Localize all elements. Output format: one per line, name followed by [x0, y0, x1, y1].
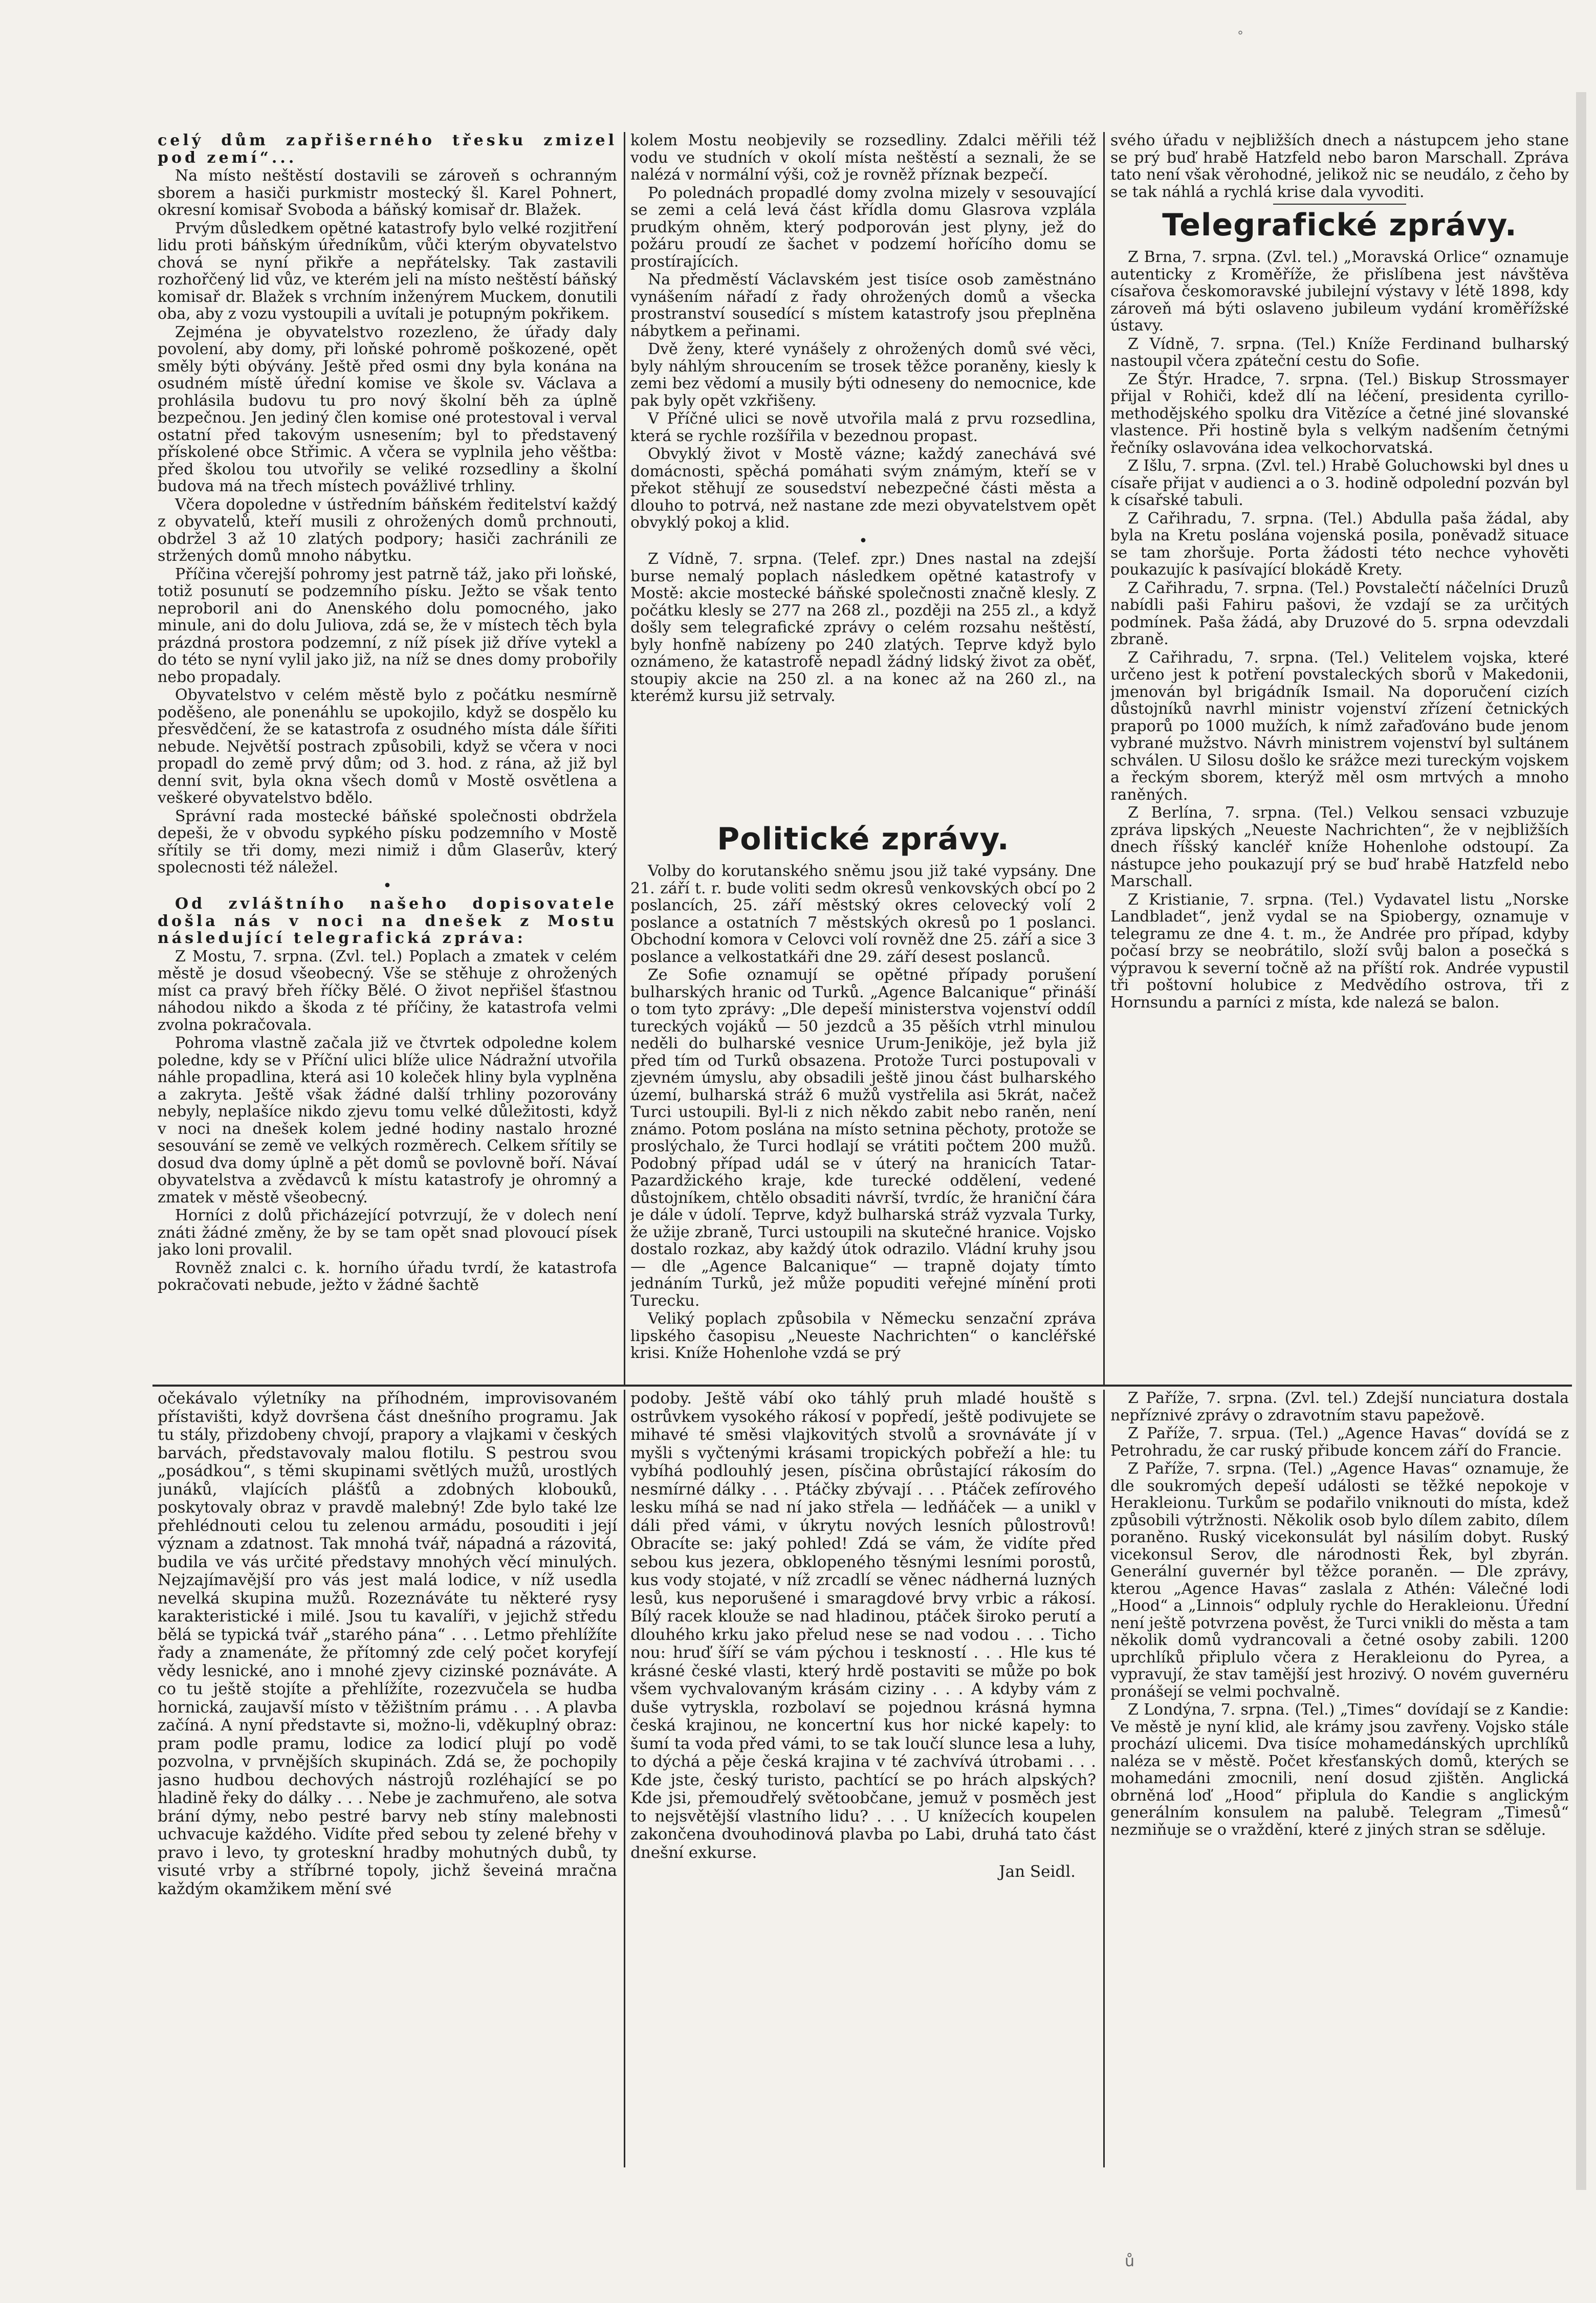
paragraph: očekávalo výletníky na příhodném, improvisovaném přístavišti, když dovršena část dnešního programu. Jak tu stály, přizdobeny chvojí, prapory a vlajkami v českých barvách, představovaly malou flotilu. S pestrou svou „posádkou“, s těmi skupinami světlých mužů, urostlých junáků, vlajících plášťů a zdobných klobouků, poskytovaly obraz v pravdě malebný! Zde bylo také lze přehlédnouti celou tu zelenou armádu, posouditi i její význam a zdatnost. Tak mnohá tvář, nápadná a rázovitá, budila ve vás určité představy mnohých věcí minulých. Nejzajímavější pro vás jest malá lodice, v níž usedla nevelká skupina mužů. Rozeznáváte tu některé rysy karakteristické i milé. Jsou tu kavalíři, v jejichž středu bělá se typická tvář „starého pána“ . . . Letmo přehlížíte řady a znamenáte, že přítomný zde celý počet koryfejí vědy lesnické, ano i mnohé zjevy cizinské poznáváte. A co tu ještě stojíte a přehlížíte, rozezvučela se hudba hornická, zaujavší místo v těžištním prámu . . . A plavba začíná. A nyní představte si, možno-li, vděkuplný obraz: pram podle pramu, lodice za lodicí plují po vodě pozvolna, v prvnějších skupinách. Zdá se, že pochopily jasno hudbou dechových nástrojů rozléhající se po hladině řeky do dálky . . . Nebe je zachmuřeno, ale sotva brání dýmy, nebo pestré barvy neb stíny malebnosti uchvacuje každého. Vidíte před sebou ty zelené břehy v pravo i levo, ty groteskní hradby mohutných dubů, ty visuté vrby a stříbrné topoly, jichž ševeiná mračna každým okamžikem mění své [158, 1390, 617, 1898]
separator-dot: • [383, 876, 392, 895]
paragraph: Z Cařihradu, 7. srpna. (Tel.) Velitelem vojska, které určeno jest k potření povstaleckých sborů v Makedonii, jmenován byl brigádník Ismail. Na doporučení cizích důstojníků navrhl ministr vojenství zřízení četnických praporů po 1000 mužích, k nímž zařaďováno bude jenom vybrané mužstvo. Návrh ministrem vojenství byl sultánem schválen. U Silosu došlo ke srážce mezi tureckým vojskem a řeckým sborem, kterýž měl osm mrtvých a mnoho raněných. [1110, 648, 1569, 804]
short-rule [1273, 204, 1406, 205]
paragraph: Z Berlína, 7. srpna. (Tel.) Velkou sensaci vzbuzuje zpráva lipských „Neueste Nachrichten“, že v nejbližších dnech říšský kancléř kníže Hohenlohe odstoupí. Za nástupce jeho poukazují prý se buď hrabě Hatzfeld nebo Marschall. [1110, 804, 1569, 890]
paragraph: Z Paříže, 7. srpna. (Zvl. tel.) Zdejší nunciatura dostala nepříznivé zprávy o zdravotním stavu papežově. [1110, 1390, 1569, 1424]
paragraph: Od zvláštního našeho dopisovatele došla nás v noci na dnešek z Mostu následující telegrafická zpráva: [158, 895, 617, 947]
separator-dot: • [859, 532, 868, 550]
paragraph: Příčina včerejší pohromy jest patrně táž, jako při loňské, totiž posunutí se podzemního písku. Ježto se však tento neproboril ani do Anenského dolu pomocného, jako minule, ani do dolu Juliova, zdá se, že v místech těch byla prázdná prostora podzemní, z níž písek již dříve vytekl a do této se nyní vylil jako již, na níž se dnes domy probořily nebo propadaly. [158, 565, 617, 686]
paragraph: Z Londýna, 7. srpna. (Tel.) „Times“ dovídají se z Kandie: Ve městě je nyní klid, ale krámy jsou zavřeny. Vojsko stále prochází ulicemi. Dva tisíce mohamedánských uprchlíků naléza se v městě. Počet křesťanských domů, kterých se mohamedáni zmocnili, není dosud zjištěn. Anglická obrněná loď „Hood“ připlula do Kandie s anglickým generálním konsulem na palubě. Telegram „Timesů“ nezmiňuje se o vraždění, které z jiných stran se sděluje. [1110, 1701, 1569, 1839]
paragraph: Obvyklý život v Mostě vázne; každý zanechává své domácnosti, spěchá pomáhati svým známým, kteří se v překot stěhují ze sousedství nebezpečné části města a dlouho to potrvá, než nastane zde mezi obyvatelstvem opět obvyklý pokoj a klid. [630, 445, 1096, 532]
paragraph: Z Mostu, 7. srpna. (Zvl. tel.) Poplach a zmatek v celém městě je dosud všeobecný. Vše se stěhuje z ohrožených míst ca pravý břeh říčky Bělé. O život nepřišel šťastnou náhodou nikdo a škoda z té příčiny, že katastrofa velmi zvolna pokračovala. [158, 947, 617, 1034]
paragraph: Na předměstí Václavském jest tisíce osob zaměstnáno vynášením nářadí z řady ohrožených domů a všecka prostranství sousedící s místem katastrofy jsou přeplněna nábytkem a peřinami. [630, 271, 1096, 340]
paragraph: Z Brna, 7. srpna. (Zvl. tel.) „Moravská Orlice“ oznamuje autenticky z Kroměříže, že přislíbena jest návštěva císařova českomoravské jubilejní výstavy v létě 1898, kdy zároveň má býti oslaveno jubileum vydání kroměřížské ústavy. [1110, 248, 1569, 335]
paragraph: Správní rada mostecké báňské společnosti obdržela depeši, že v obvodu sypkého písku podzemního v Mostě sřítily se tři domy, mezi nimiž i dům Glaserův, který spolecnosti též náležel. [158, 807, 617, 876]
paragraph: Ze Sofie oznamují se opětné případy porušení bulharských hranic od Turků. „Agence Balcanique“ přináší o tom tyto zprávy: „Dle depeší ministerstva vojenství oddíl tureckých vojáků — 50 jezdců a 35 pěších vtrhl minulou neděli do bulharské vesnice Urum-Jeniköje, jež byla již před tím od Turků obsazena. Protože Turci postupovali v zjevném úmyslu, aby obsadili ještě jinou část bulharského území, bulharská stráž 6 mužů vystřelila asi 5krát, načež Turci ustoupili. Byl-li z nich někdo zabit nebo raněn, není známo. Potom poslána na místo setnina pěchoty, protože se proslýchalo, že Turci hodlají se vrátiti počtem 200 mužů. Podobný případ udál se v úterý na hranicích Tatar-Pazardžického kraje, kde turecké oddělení, vedené důstojníkem, chtělo obsaditi návrší, tvrdíc, že hraniční čára je dále v údolí. Teprve, když bulharská stráž vyzvala Turky, že užije zbraně, Turci ustoupili na skutečné hranice. Vojsko dostalo rozkaz, aby každý útok odrazilo. Vládní kruhy jsou — dle „Agence Balcanique“ — trapně dojaty tímto jednáním Turků, jež může popuditi veřejné mínění proti Turecku. [630, 966, 1096, 1310]
feuilleton-column-2 [630, 1390, 1096, 2167]
column-rule [1103, 132, 1105, 1385]
paragraph: Z Paříže, 7. srpna. (Tel.) „Agence Havas“ oznamuje, že dle soukromých depeší události se těžké nepokoje v Herakleionu. Turkům se podařilo vniknouti do místa, kdež způsobili výtržnosti. Několik osob bylo dílem zabito, dílem poraněno. Ruský vicekonsulát byl násilím dobyt. Ruský vicekonsul Serov, dle národnosti Řek, byl zbyrán. Generální guvernér byl těžce poraněn. — Dle zprávy, kterou „Agence Havas“ zaslala z Athén: Válečné lodi „Hood“ a „Linnois“ odpluly rychle do Herakleionu. Úřední není ještě potvrzena pověst, že Turci vnikli do města a tam několik domů vydrancovali a četné osoby zabili. 1200 uprchlíků připlulo včera z Herakleionu do Pyrea, a vypravují, že stav tamější jest hrozivý. O novém guvernéru pronášejí se velmi pochvalně. [1110, 1460, 1569, 1701]
paragraph: Obyvatelstvo v celém městě bylo z počátku nesmírně poděšeno, ale ponenáhlu se upokojilo, když se dospělo ku přesvědčení, že se katastrofa z osudného místa dále šířiti nebude. Největší postrach způsobili, když se včera v noci propadl do země prvý dům; od 3. hod. z rána, až již byl denní svit, byla okna všech domů v Mostě osvětlena a veškeré obyvatelstvo bdělo. [158, 686, 617, 807]
column-rule [1103, 1390, 1105, 2167]
paragraph: Z Kristianie, 7. srpna. (Tel.) Vydavatel listu „Norske Landbladet“, jenž vydal se na Spiobergy, oznamuje v telegramu ze dne 4. t. m., že Andrée pro případ, kdyby počasí brzy se neobrátilo, složí svůj balon a posečká s výpravou k severní točně až na příští rok. Andrée vypustil tři poštovní holubice z Medvědího ostrova, tři z Hornsundu a parníci z místa, kde nalezá se balon. [1110, 890, 1569, 1012]
article-column-1 [158, 132, 617, 1380]
feuilleton-rule [152, 1385, 1572, 1387]
bottom-letter: ů [1125, 2252, 1135, 2270]
paragraph: Z Cařihradu, 7. srpna. (Tel.) Povstalečtí náčelníci Druzů nabídli paši Fahiru pašovi, že vzdají se za určitých podmínek. Paša žádá, aby Druzové do 5. srpna odevzdali zbraně. [1110, 579, 1569, 648]
paragraph: Na místo neštěstí dostavili se zároveň s ochranným sborem a hasiči purkmistr mostecký šl. Karel Pohnert, okresní komisař Svoboda a báňský komisař dr. Blažek. [158, 167, 617, 219]
paragraph: Volby do korutanského sněmu jsou již také vypsány. Dne 21. září t. r. bude voliti sedm okresů venkovských obcí po 2 poslancích, 25. září městský okres celovecký volí 2 poslance a ostatních 7 městských okresů po 1 poslanci. Obchodní komora v Celovci volí rovněž dne 25. září a sice 3 poslance a velkostatkáři dne 29. září desest poslanců. [630, 862, 1096, 966]
paragraph: Horníci z dolů přicházející potvrzují, že v dolech není znáti žádné změny, že by se tam opět snad plovoucí písek jako loni provalil. [158, 1207, 617, 1259]
article-column-3-continued [1110, 1390, 1569, 2167]
paragraph: V Příčné ulici se nově utvořila malá z prvu rozsedlina, která se rychle rozšířila v bezednou propast. [630, 410, 1096, 445]
page-mark: ° [1237, 29, 1243, 43]
political-news-section [630, 819, 1096, 1380]
paragraph: kolem Mostu neobjevily se rozsedliny. Zdalci měřili též vodu ve studních v okolí místa neštěstí a seznali, že se nalézá v normální výši, což je rovněž příznak bezpečí. [630, 132, 1096, 184]
paragraph: Dvě ženy, které vynášely z ohrožených domů své věci, byly náhlým shroucením se trosek těžce poraněny, kiesly k zemi bez vědomí a musily býti odneseny do nemocnice, kde pak byly opět vzkřišeny. [630, 340, 1096, 410]
paragraph: Prvým důsledkem opětné katastrofy bylo velké rozjitření lidu proti báňským úředníkům, vůči kterým obyvatelstvo chová se nyní přikře a nepřátelsky. Tak zastavili rozhořčený lid vůz, ve kterém jeli na místo neštěstí báňský komisař dr. Blažek s vrchním inženýrem Muckem, donutili oba, aby z vozu vystoupili a uvítali je potupným pokřikem. [158, 219, 617, 323]
paragraph: Ze Štýr. Hradce, 7. srpna. (Tel.) Biskup Strossmayer přijal v Rohiči, kdež dlí na léčení, presidenta cyrillo-methodějského spolku dra Vitězíce a četné jiné slovanské vlastence. Při hostině byla s velkým nadšením četnými řečníky oslavována idea velkochorvatská. [1110, 370, 1569, 457]
column-rule [624, 1390, 625, 2167]
paragraph: Rovněž znalci c. k. horního úřadu tvrdí, že katastrofa pokračovati nebude, ježto v žádné šachtě [158, 1259, 617, 1294]
page-edge-shadow [1576, 92, 1586, 2190]
paragraph: Z Vídně, 7. srpna. (Telef. zpr.) Dnes nastal na zdejší burse nemalý poplach následkem opětné katastrofy v Mostě: akcie mostecké báňské společnosti značně klesly. Z počátku klesly se 277 na 268 zl., později na 255 zl., a když došly sem telegrafické zprávy o celém rozsahu neštěstí, byly honfně nabízeny po 240 zlatých. Teprve když bylo oznámeno, že katastrofě nepadl žádný lidský život za oběť, stoupiy akcie na 250 zl. a na konec až na 260 zl., na kterémž kursu již setrvaly. [630, 550, 1096, 705]
paragraph: Včera dopoledne v ústředním báňském ředitelství každý z obyvatelů, kteří musili z ohrožených domů prchnouti, obdržel 3 až 10 zlatých podpory; hasiči zachránili ze stržených domů mnoho nábytku. [158, 495, 617, 565]
paragraph: celý dům zapřišerného třesku zmizel pod zemí“... [158, 132, 617, 167]
paragraph: Veliký poplach způsobila v Německu senzační zpráva lipského časopisu „Neueste Nachrichten“ o kancléřské krisi. Kníže Hohenlohe vzdá se prý [630, 1310, 1096, 1362]
section-heading-politicke: Politické zprávy. [717, 821, 1010, 857]
section-heading-telegraf: Telegrafické zprávy. [1162, 207, 1517, 243]
paragraph: podoby. Ještě vábí oko táhlý pruh mladé houště s ostrůvkem vysokého rákosí v popředí, ještě podivujete se mihavé té směsi vlajkovitých stvolů a srovnáváte jí v myšli s vyčtenými krásami tropických pobřeží a hle: tu vybíhá podlouhlý jesen, písčina obrůstající rákosím do nesmírné dálky . . . Ptáčky zbývají . . . Ptáček zefírového lesku míhá se nad ní jako střela — ledňáček — a unikl v dáli před vámi, v úkrytu nových lesních půlostrovů! Obracíte se: jaký pohled! Zdá se vám, že vidíte před sebou kus jezera, obklopeného těsnými lesními porostů, kus vody stojaté, v níž zrcadlí se věnec nádherná luzných lesů, kus neporušené i smaragdové brvy vrbic a rákosí. Bílý racek klouže se nad hladinou, ptáček široko perutí a dlouhého krku jako přelud nese se nad vodou . . . Ticho nou: hruď šíří se vám pýchou i teskností . . . Hle kus té krásné české vlasti, který hrdě postaviti se může po bok všem vychvalovaným krásám ciziny . . . A kdyby vám z duše vytryskla, rozbolaví se pojednou krásná hymna česká krajinou, ne koncertní kus hor nické kapely: to šumí ta voda před vámi, to se tak loučí slunce lesa a luhy, to dýchá a pěje česká krajina v té zachvívá útrobami . . . Kde jste, český turisto, pachtící se po hrách alpských? Kde jsi, přemoudřelý světoobčane, jemuž v posměch jest to nejsvětější vlastního lidu? . . . U knížecích koupelen zakončena dvouhodinová plavba po Labi, druhá tato část dnešní exkurse. [630, 1390, 1096, 1862]
paragraph: Z Paříže, 7. srpua. (Tel.) „Agence Havas“ dovídá se z Petrohradu, že car ruský přibude koncem září do Francie. [1110, 1424, 1569, 1460]
paragraph: Po polednách propadlé domy zvolna mizely v sesouvající se zemi a celá levá část křídla domu Glasrova vzplála prudkým ohněm, který podporován jest plyny, jež do požáru proudí ze šachet v podzemí hořícího domu se prostírajících. [630, 184, 1096, 271]
paragraph: Z Cařihradu, 7. srpna. (Tel.) Abdulla paša žádal, aby byla na Kretu poslána vojenská posila, poněvadž situace se tam zhoršuje. Porta žádosti této nechce vyhověti poukazujíc k pasívající blokádě Krety. [1110, 509, 1569, 579]
signature: Jan Seidl. [999, 1862, 1076, 1881]
paragraph: Z Vídně, 7. srpna. (Tel.) Kníže Ferdinand bulharský nastoupil včera zpáteční cestu do Sofie. [1110, 335, 1569, 370]
feuilleton-column-1 [158, 1390, 617, 2167]
paragraph: Zejména je obyvatelstvo rozezleno, že úřady daly povolení, aby domy, při loňské pohromě poškozené, opět směly býti obývány. Ještě před osmi dny byla konána na osudném místě úřední komise ve škole sv. Václava a prohlásila budovu tu pro nový školní běh za úplně bezpečnou. Jen jediný člen komise oné protestoval i verval ostatní před takovým usnesením; byl to představený přískolené obce Střimic. A včera se vyplnila jeho věštba: před školou tou utvořily se veliké rozsedliny a školní budova má na třech místech povážlivé trhliny. [158, 323, 617, 495]
paragraph: Z Išlu, 7. srpna. (Zvl. tel.) Hrabě Goluchowski byl dnes u císaře přijat v audienci a o 3. hodině odpolední pozván byl k císařské tabuli. [1110, 457, 1569, 509]
article-column-2 [630, 132, 1096, 828]
article-column-3 [1110, 132, 1569, 1380]
paragraph: svého úřadu v nejbližších dnech a nástupcem jeho stane se prý buď hrabě Hatzfeld nebo baron Marschall. Zpráva tato není však věrohodné, jelikož nic se neudálo, z čeho by se tak náhlá a rychlá krise dala vyvoditi. [1110, 132, 1569, 201]
column-rule [624, 132, 625, 1385]
paragraph: Pohroma vlastně začala již ve čtvrtek odpoledne kolem poledne, kdy se v Příční ulici blíže ulice Nádražní utvořila náhle propadlina, která asi 10 koleček hliny byla vyplněna a zakryta. Ještě však žádné další trhliny pozorovány nebyly, neplašíce nikdo zjevu tomu velké důležitosti, když v noci na dnešek kolem jedné hodiny nastalo hrozné sesouvání se země ve velkých rozměrech. Celkem sřítily se dosud dva domy úplně a pět domů se povlovně boří. Návaí obyvatelstva a zvědavců k místu katastrofy je ohromný a zmatek v městě všeobecný. [158, 1034, 617, 1207]
